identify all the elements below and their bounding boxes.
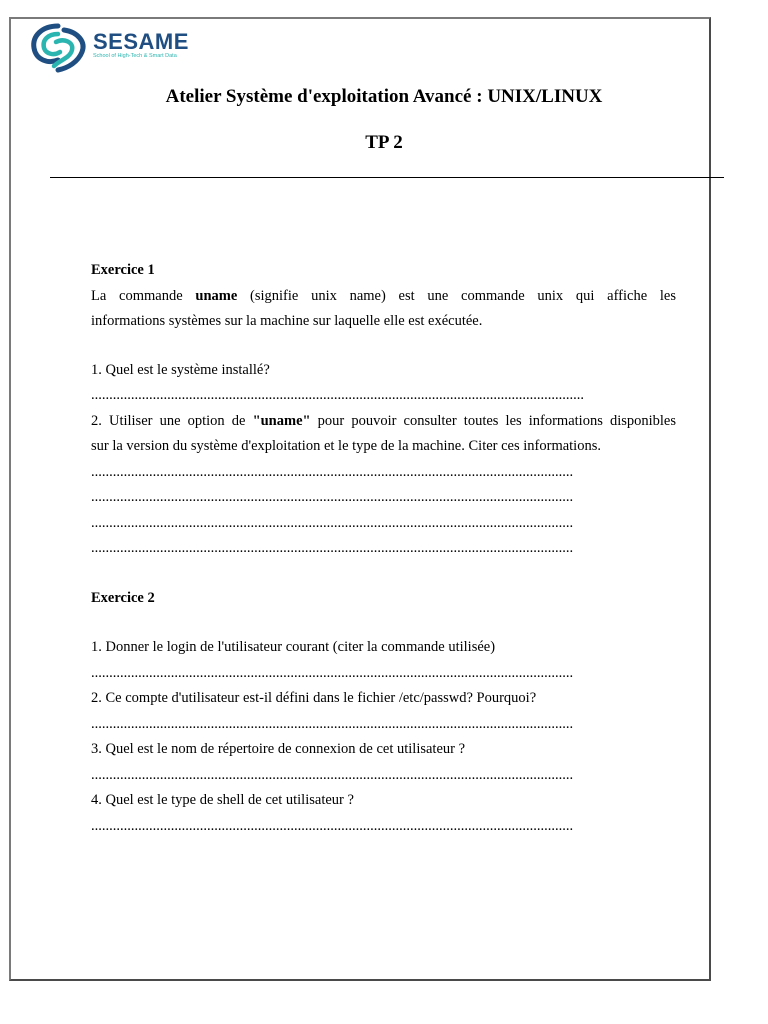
answer-line[interactable]: ..................................................................................................................................... <box>91 463 574 480</box>
header-divider <box>50 177 724 178</box>
uname-keyword-quoted: "uname" <box>252 412 311 429</box>
exercise2-question4: 4. Quel est le type de shell de cet utilisateur ? <box>91 792 354 808</box>
exercise2-question2: 2. Ce compte d'utilisateur est-il défini dans le fichier /etc/passwd? Pourquoi? <box>91 690 537 706</box>
intro-text-pre: La commande <box>91 287 196 304</box>
spacer <box>91 562 676 586</box>
answer-line[interactable]: ..................................................................................................................................... <box>91 540 574 556</box>
document-body <box>91 258 676 839</box>
exercise1-intro-line2: informations systèmes sur la machine sur laquelle elle est exécutée. <box>91 313 483 329</box>
answer-line[interactable]: ........................................................................................................................................ <box>91 387 584 403</box>
spacer <box>91 335 676 358</box>
intro-text-post: (signifie unix name) est une commande unix qui affiche les <box>237 287 676 304</box>
answer-line[interactable]: ..................................................................................................................................... <box>91 664 574 681</box>
answer-line[interactable]: ..................................................................................................................................... <box>91 766 574 783</box>
sesame-logo <box>28 20 228 74</box>
exercise1-question2-line1 <box>91 409 676 435</box>
answer-line[interactable]: ..................................................................................................................................... <box>91 514 574 531</box>
exercise1-heading: Exercice 1 <box>91 262 155 278</box>
q2-text-pre: 2. Utiliser une option de <box>91 412 253 429</box>
exercise1-question2-line2: sur la version du système d'exploitation et le type de la machine. Citer ces informations. <box>91 438 601 454</box>
exercise2-question3: 3. Quel est le nom de répertoire de connexion de cet utilisateur ? <box>91 741 466 757</box>
uname-keyword: uname <box>195 287 238 304</box>
exercise2-question1: 1. Donner le login de l'utilisateur courant (citer la commande utilisée) <box>91 639 496 655</box>
q2-text-post: pour pouvoir consulter toutes les informations disponibles <box>310 412 677 429</box>
answer-line[interactable]: ..................................................................................................................................... <box>91 489 574 505</box>
document-title: Atelier Système d'exploitation Avancé : UNIX/LINUX <box>165 86 603 107</box>
spacer <box>91 611 676 635</box>
exercise1-intro-line1 <box>91 284 676 310</box>
exercise1-question1: 1. Quel est le système installé? <box>91 361 270 378</box>
answer-line[interactable]: ..................................................................................................................................... <box>91 715 574 732</box>
logo-name: SESAME <box>93 29 189 54</box>
sesame-logo-icon <box>28 20 88 74</box>
logo-tagline: School of High-Tech & Smart Data <box>93 53 177 59</box>
answer-line[interactable]: ..................................................................................................................................... <box>91 817 574 834</box>
document-subtitle: TP 2 <box>365 132 403 153</box>
exercise2-heading: Exercice 2 <box>91 589 155 606</box>
